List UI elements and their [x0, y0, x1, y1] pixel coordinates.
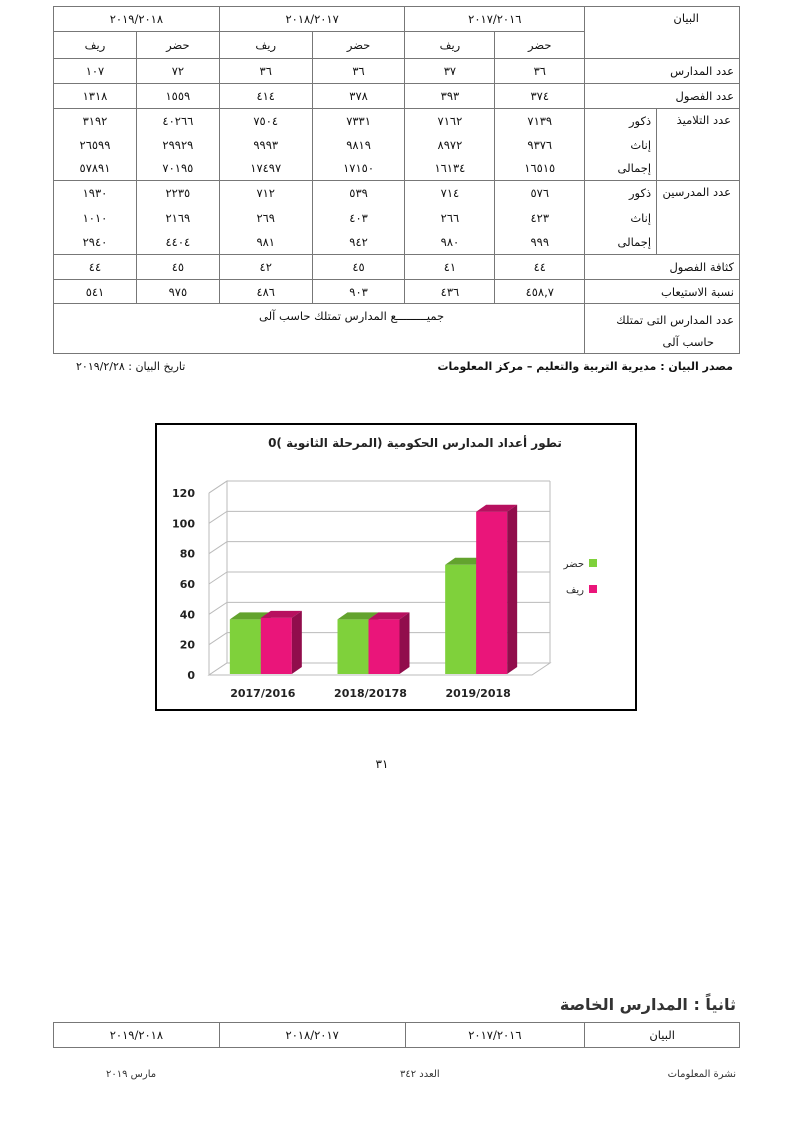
bar-front: [230, 619, 261, 674]
bar-front: [445, 565, 476, 674]
table-cell: ٥٧٦: [495, 181, 585, 206]
bar-rural: [369, 612, 410, 674]
table-cell: ٣٦: [219, 59, 312, 84]
x-tick-label: 2018/20178: [334, 687, 407, 700]
table-cell: ٤٥: [312, 255, 405, 280]
table-cell: ٤٣٦: [405, 280, 495, 304]
table-cell: ٢٢٣٥: [136, 181, 219, 206]
y-tick-label: 20: [179, 638, 195, 652]
row-sublabel: ذكور: [585, 181, 657, 206]
legend-swatch: [589, 585, 597, 593]
legend-swatch: [589, 559, 597, 567]
chart-canvas: [157, 425, 635, 709]
table-cell: ٩٧٥: [136, 280, 219, 304]
table-cell: ٩٩٩: [495, 230, 585, 255]
sub-header-urban: حضر: [495, 32, 585, 59]
table-cell: ٩٣٧٦: [495, 133, 585, 157]
table-cell: ٢٦٥٩٩: [54, 133, 137, 157]
chart-y-axis: [172, 487, 195, 682]
bar-front: [261, 618, 292, 674]
table-cell: ٤٥٨,٧: [495, 280, 585, 304]
table-row: [54, 230, 740, 255]
legend-label: حضر: [563, 559, 584, 570]
header-label: البيان: [585, 1023, 740, 1048]
sub-header-urban: حضر: [136, 32, 219, 59]
table-cell: ٤٥: [136, 255, 219, 280]
x-tick-label: 2017/2016: [230, 687, 296, 700]
table-cell: ٩٨١٩: [312, 133, 405, 157]
table-cell: ٣٧٤: [495, 84, 585, 109]
year-header-3: ٢٠١٩/٢٠١٨: [54, 7, 220, 32]
bar-front: [369, 619, 400, 674]
table-cell: ٧٣٣١: [312, 109, 405, 133]
bar-side: [507, 505, 517, 674]
table-cell: ٢١٦٩: [136, 206, 219, 230]
data-date: تاريخ البيان : ٢٠١٩/٢/٢٨: [76, 360, 186, 373]
computers-value-end: ــــــع المدارس تمتلك حاسب آلى: [259, 309, 417, 323]
year-header-1: ٢٠١٧/٢٠١٦: [405, 1023, 585, 1048]
table-cell: ١٦٥١٥: [495, 157, 585, 181]
statistics-table: [53, 6, 740, 354]
legend-label: ريف: [566, 585, 584, 596]
table-row: [54, 255, 740, 280]
footer-date: مارس ٢٠١٩: [106, 1069, 157, 1080]
table-row: [54, 109, 740, 133]
row-label-density: كثافة الفصول: [585, 255, 740, 280]
chart-x-axis: [230, 687, 511, 700]
table-cell: ٤٠٣: [312, 206, 405, 230]
table-cell: ٢٩٤٠: [54, 230, 137, 255]
table-cell: ٥٣٩: [312, 181, 405, 206]
table-cell: ٢٦٦: [405, 206, 495, 230]
table-cell: ٣٧٨: [312, 84, 405, 109]
row-label-schools: عدد المدارس: [585, 59, 740, 84]
private-schools-table: [53, 1022, 740, 1048]
table-row: [54, 133, 740, 157]
sub-header-rural: ريف: [219, 32, 312, 59]
table-cell: ٥٧٨٩١: [54, 157, 137, 181]
row-sublabel: إجمالى: [585, 230, 657, 255]
computers-value: [54, 304, 585, 354]
bar-front: [338, 619, 369, 674]
header-label: البيان: [585, 7, 740, 59]
table-cell: ١٩٣٠: [54, 181, 137, 206]
computers-label-line1: عدد المدارس التى تمتلك: [616, 313, 734, 327]
table-cell: ٣١٩٢: [54, 109, 137, 133]
sub-header-rural: ريف: [405, 32, 495, 59]
y-tick-label: 40: [179, 608, 195, 622]
footer-publication: نشرة المعلومات: [667, 1069, 736, 1080]
table-cell: ٧١٦٢: [405, 109, 495, 133]
table-row: [54, 59, 740, 84]
chart-legend: [563, 559, 597, 596]
table-cell: ٤١٤: [219, 84, 312, 109]
row-sublabel: ذكور: [585, 109, 657, 133]
table-cell: ٩٤٢: [312, 230, 405, 255]
table-cell: ٩٨٠: [405, 230, 495, 255]
table-cell: ٤٤: [54, 255, 137, 280]
year-header-3: ٢٠١٩/٢٠١٨: [54, 1023, 220, 1048]
table-cell: ٩٩٩٣: [219, 133, 312, 157]
footer-issue: العدد ٣٤٢: [400, 1069, 440, 1080]
row-label-classes: عدد الفصول: [585, 84, 740, 109]
computers-value-start: جميـــ: [416, 309, 445, 323]
row-sublabel: إناث: [585, 206, 657, 230]
row-label-computers: [585, 304, 740, 354]
table-cell: ٧١٤: [405, 181, 495, 206]
y-tick-label: 120: [172, 487, 195, 500]
table-cell: ٥٤١: [54, 280, 137, 304]
table-cell: ٣٩٣: [405, 84, 495, 109]
sub-header-urban: حضر: [312, 32, 405, 59]
table-cell: ٣٧: [405, 59, 495, 84]
table-row: [54, 157, 740, 181]
bar-rural: [261, 611, 302, 674]
table-cell: ٩٨١: [219, 230, 312, 255]
row-sublabel: إجمالى: [585, 157, 657, 181]
row-sublabel: إناث: [585, 133, 657, 157]
table-cell: ٧١٣٩: [495, 109, 585, 133]
year-header-2: ٢٠١٨/٢٠١٧: [219, 1023, 405, 1048]
table-cell: ١٠٧: [54, 59, 137, 84]
y-tick-label: 100: [172, 517, 195, 531]
table-cell: ٨٩٧٢: [405, 133, 495, 157]
row-label-absorption: نسبة الاستيعاب: [585, 280, 740, 304]
page-number: ٣١: [375, 757, 389, 771]
sub-header-rural: ريف: [54, 32, 137, 59]
year-header-1: ٢٠١٧/٢٠١٦: [405, 7, 585, 32]
section-title: ثانياً : المدارس الخاصة: [559, 995, 736, 1014]
table-row: [54, 280, 740, 304]
table-cell: ١٣١٨: [54, 84, 137, 109]
table-cell: ٤٢٣: [495, 206, 585, 230]
chart-title: تطور أعداد المدارس الحكومية (المرحلة الثانوية )0: [268, 436, 562, 450]
table-cell: ١٥٥٩: [136, 84, 219, 109]
table-cell: ٤٤: [495, 255, 585, 280]
bar-side: [292, 611, 302, 674]
table-cell: ٢٦٩: [219, 206, 312, 230]
row-label-students: عدد التلاميذ: [657, 109, 740, 181]
table-cell: ١٠١٠: [54, 206, 137, 230]
table-cell: ٧٥٠٤: [219, 109, 312, 133]
row-label-teachers: عدد المدرسين: [657, 181, 740, 255]
year-header-2: ٢٠١٨/٢٠١٧: [219, 7, 405, 32]
table-cell: ٧١٢: [219, 181, 312, 206]
x-tick-label: 2019/2018: [445, 687, 511, 700]
table-cell: ٧٢: [136, 59, 219, 84]
table-row: [54, 84, 740, 109]
y-tick-label: 60: [179, 578, 195, 591]
table-cell: ١٦١٣٤: [405, 157, 495, 181]
bar-side: [400, 612, 410, 674]
table-cell: ١٧٤٩٧: [219, 157, 312, 181]
table-cell: ٤٨٦: [219, 280, 312, 304]
bar-front: [476, 512, 507, 674]
table-row: [54, 304, 740, 354]
table-row: [54, 206, 740, 230]
table-cell: ٤١: [405, 255, 495, 280]
bar-rural: [476, 505, 517, 674]
y-tick-label: 0: [187, 669, 195, 682]
table-cell: ٢٩٩٢٩: [136, 133, 219, 157]
table-cell: ٩٠٣: [312, 280, 405, 304]
table-cell: ٣٦: [495, 59, 585, 84]
table-cell: ٤٤٠٤: [136, 230, 219, 255]
data-source: مصدر البيان : مديرية التربية والتعليم – مركز المعلومات: [437, 360, 733, 373]
table-cell: ٤٠٢٦٦: [136, 109, 219, 133]
table-row: [54, 181, 740, 206]
y-tick-label: 80: [179, 547, 195, 561]
table-cell: ٣٦: [312, 59, 405, 84]
computers-label-line2: حاسب آلى: [662, 335, 714, 349]
table-cell: ١٧١٥٠: [312, 157, 405, 181]
bar-chart: [155, 423, 637, 711]
table-cell: ٧٠١٩٥: [136, 157, 219, 181]
table-cell: ٤٢: [219, 255, 312, 280]
